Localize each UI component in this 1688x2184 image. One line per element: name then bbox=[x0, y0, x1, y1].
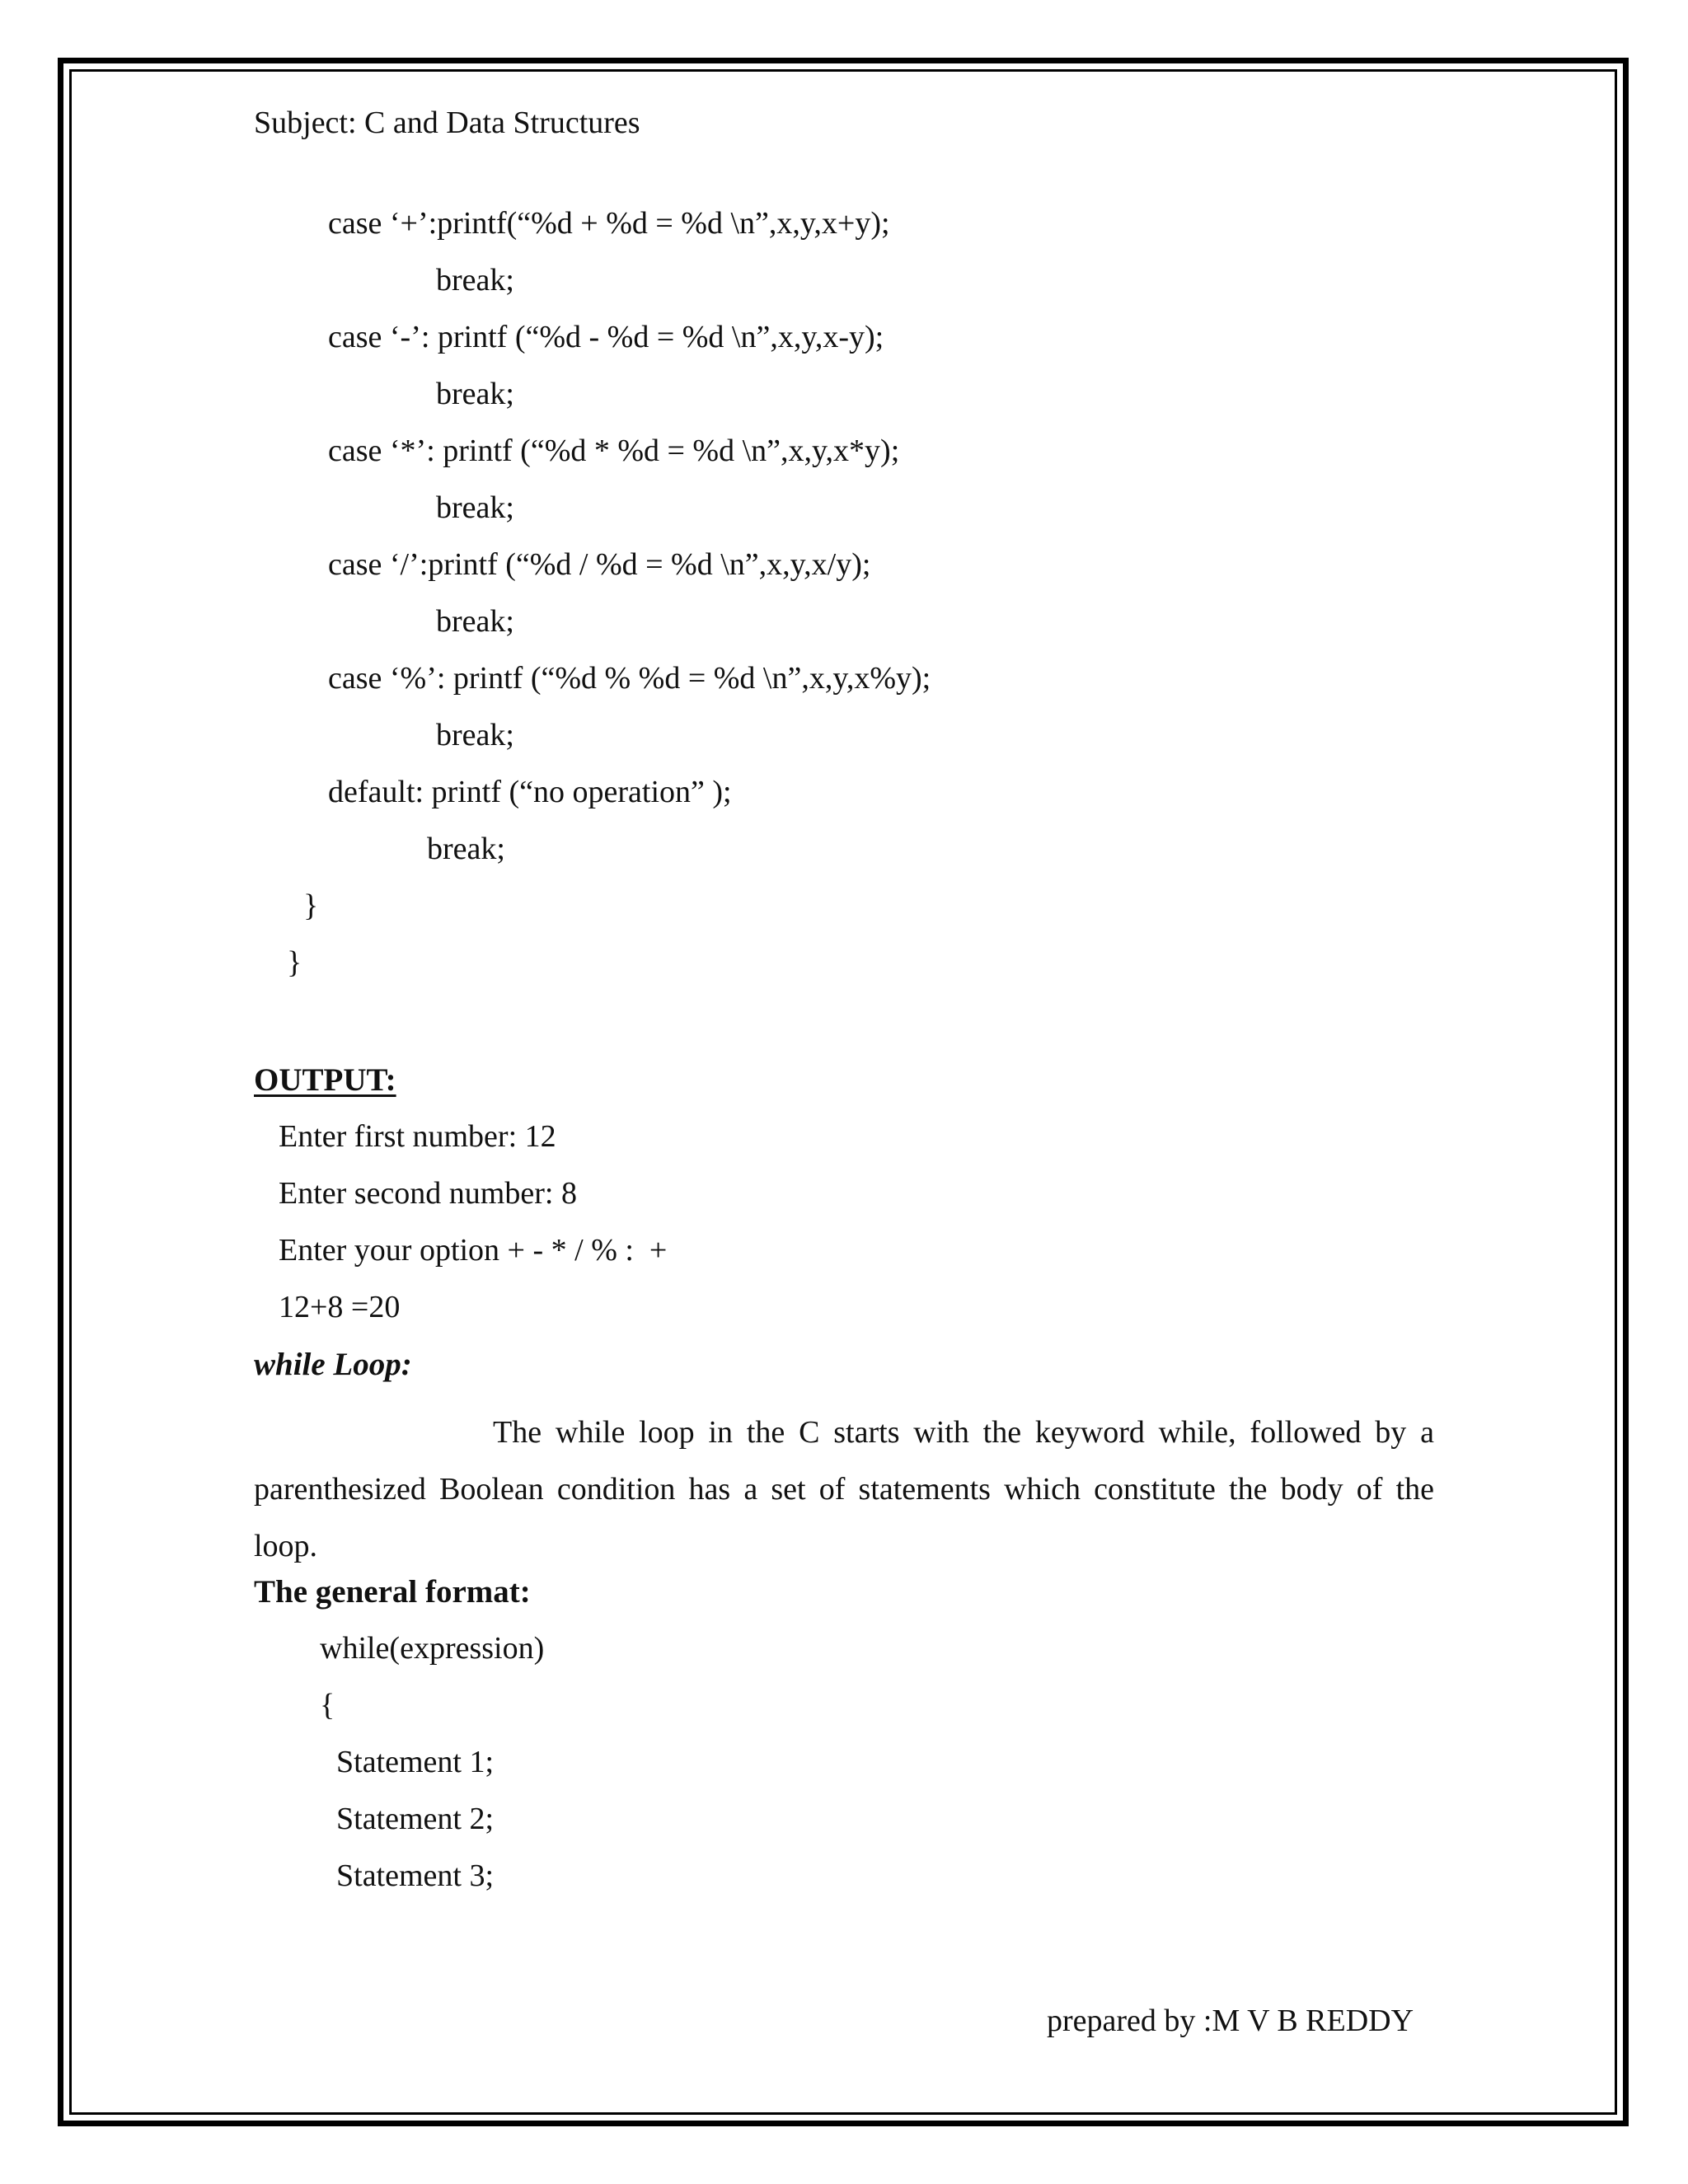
code-line: case ‘+’:printf(“%d + %d = %d \n”,x,y,x+y); bbox=[328, 206, 890, 241]
output-line: Enter first number: 12 bbox=[279, 1119, 556, 1154]
format-line: Statement 2; bbox=[336, 1802, 495, 1836]
code-line: break; bbox=[427, 832, 505, 866]
output-line: Enter your option + - * / % : + bbox=[279, 1233, 668, 1268]
while-loop-paragraph: The while loop in the C starts with the keyword while, followed by a parenthesized Boolean condition has a set of statements which constitute the body of the loop. bbox=[254, 1415, 1434, 1563]
code-line: break; bbox=[436, 263, 514, 298]
output-heading: OUTPUT: bbox=[254, 1062, 396, 1098]
prepared-by-footer: prepared by :M V B REDDY bbox=[1047, 2004, 1414, 2038]
output-line: Enter second number: 8 bbox=[279, 1176, 577, 1211]
general-format-heading: The general format: bbox=[254, 1574, 531, 1610]
code-line: case ‘%’: printf (“%d % %d = %d \n”,x,y,x%y); bbox=[328, 661, 931, 696]
code-line: default: printf (“no operation” ); bbox=[328, 775, 732, 809]
code-line: break; bbox=[436, 490, 514, 525]
code-line: break; bbox=[436, 377, 514, 411]
code-line: break; bbox=[436, 718, 514, 752]
output-line: 12+8 =20 bbox=[279, 1290, 401, 1324]
subject-header: Subject: C and Data Structures bbox=[254, 105, 640, 140]
code-closing-brace: } bbox=[287, 945, 302, 980]
code-line: case ‘/’:printf (“%d / %d = %d \n”,x,y,x/y); bbox=[328, 547, 871, 582]
code-line: case ‘-’: printf (“%d - %d = %d \n”,x,y,x-y); bbox=[328, 320, 884, 354]
format-line: while(expression) bbox=[320, 1631, 545, 1666]
format-line: { bbox=[320, 1688, 335, 1722]
while-loop-heading: while Loop: bbox=[254, 1347, 412, 1382]
code-line: break; bbox=[436, 604, 514, 639]
code-line: case ‘*’: printf (“%d * %d = %d \n”,x,y,x*y); bbox=[328, 434, 900, 468]
format-line: Statement 1; bbox=[336, 1745, 495, 1779]
code-closing-brace: } bbox=[303, 888, 319, 923]
format-line: Statement 3; bbox=[336, 1858, 495, 1893]
